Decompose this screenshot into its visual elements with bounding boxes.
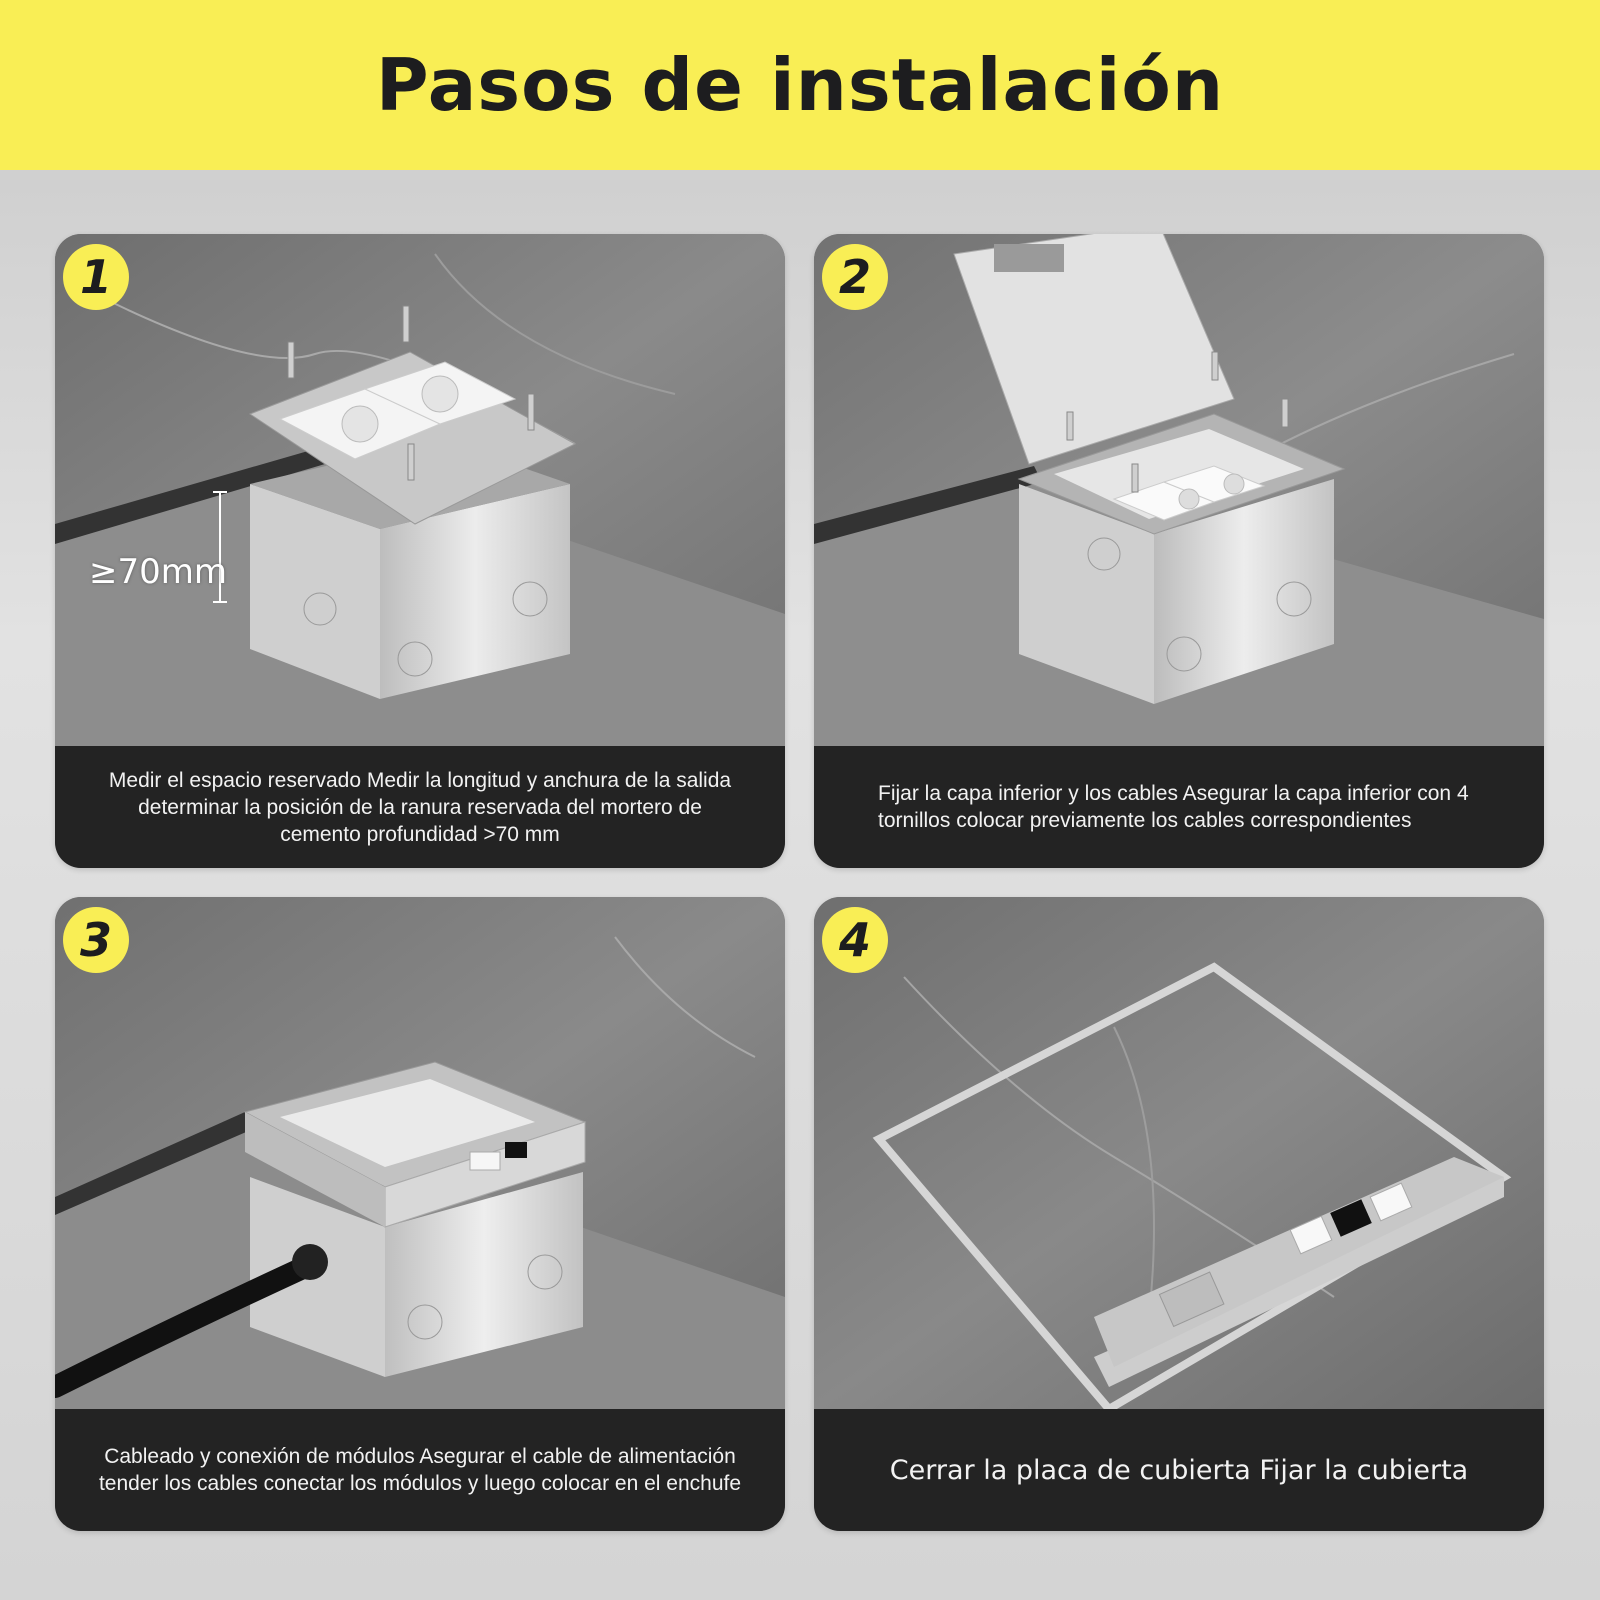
step-number-badge: 1 [63,244,129,310]
step-card-3 [55,897,785,1531]
depth-measure-label: ≥70mm [89,552,227,592]
step-caption: Cerrar la placa de cubierta Fijar la cubierta [814,1409,1544,1531]
header-banner [0,0,1600,170]
step-caption: Medir el espacio reservado Medir la longitud y anchura de la salida determinar la posición de la ranura reservada del mortero de cemento profundidad >70 mm [55,746,785,868]
page-title: Pasos de instalación [375,43,1225,127]
step-number-badge: 2 [822,244,888,310]
step-number-badge: 4 [822,907,888,973]
step-card-1 [55,234,785,868]
step-1-illustration [55,234,785,746]
step-card-2 [814,234,1544,868]
step-card-4 [814,897,1544,1531]
step-2-illustration [814,234,1544,746]
step-4-illustration [814,897,1544,1409]
step-3-illustration [55,897,785,1409]
step-caption: Cableado y conexión de módulos Asegurar el cable de alimentación tender los cables conectar los módulos y luego colocar en el enchufe [55,1409,785,1531]
step-number-badge: 3 [63,907,129,973]
step-caption: Fijar la capa inferior y los cables Asegurar la capa inferior con 4 tornillos colocar previamente los cables correspondientes [814,746,1544,868]
